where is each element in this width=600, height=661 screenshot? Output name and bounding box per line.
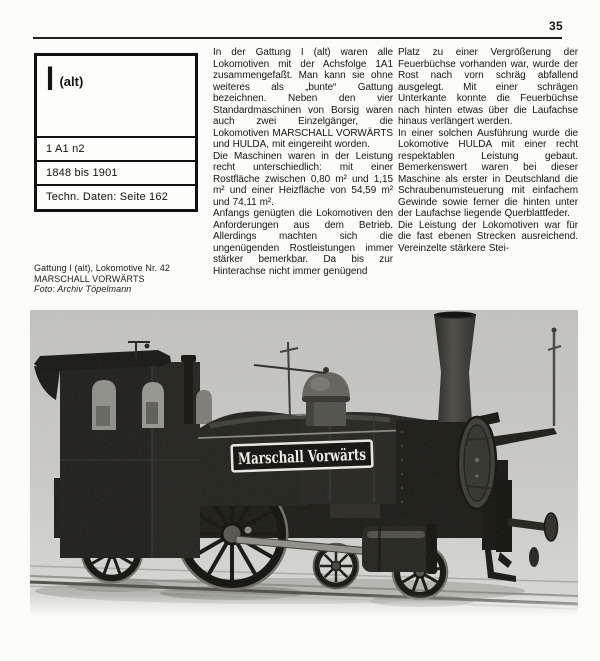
paragraph: Anfangs genügten die Lokomotiven den Anforderungen aus dem Betrieb. Allerdings machten sich die ungenügenden Rostleistungen immer stärker bemerkbar. Da bis zur Hinterachse nicht immer genügend	[213, 208, 393, 277]
class-letter: I	[46, 60, 55, 98]
article-column-1	[213, 47, 393, 277]
locomotive-photo-svg	[30, 310, 578, 616]
infobox-row-tech-data: Techn. Daten: Seite 162	[46, 191, 169, 203]
caption-line-name: MARSCHALL VORWÄRTS	[34, 273, 145, 284]
page-number: 35	[549, 19, 563, 33]
grain-overlay	[30, 310, 578, 616]
class-infobox	[34, 53, 198, 212]
infobox-row-axle-arrangement: 1 A1 n2	[37, 138, 195, 162]
nameplate-text: Marschall Vorwärts	[237, 443, 413, 469]
locomotive-photo	[30, 310, 578, 616]
paragraph: In der Gattung I (alt) waren alle Lokomotiven mit der Achsfolge 1A1 zusammengefaßt. Man kann sie ohne weiteres als „bunte“ Gattung bezeichnen. Neben den vier Standardmaschinen von Borsig waren auch zwei Einzelgänger, die Lokomotiven MARSCHALL VORWÄRTS und HULDA, mit eingereiht worden.	[213, 47, 393, 150]
caption-line-photo-credit: Foto: Archiv Töpelmann	[34, 284, 132, 294]
paragraph: In einer solchen Ausführung wurde die Lokomotive HULDA mit einer recht respektablen Leistung gebaut. Bemerkenswert waren bei dieser Maschine als erster in Deutschland die Schraubenumsteuerung mit einfachem Gewinde sowie ferner die hinten unter der Laufachse liegende Querblattfeder.	[398, 127, 578, 219]
paragraph: Die Leistung der Lokomotiven war für die fast ebenen Strecken ausreichend. Vereinzelte stärkere Stei-	[398, 219, 578, 254]
header-rule	[33, 37, 562, 39]
infobox-header	[37, 56, 195, 138]
article-column-2	[398, 47, 578, 254]
photo-caption	[34, 263, 206, 295]
paragraph: Platz zu einer Vergrößerung der Feuerbüchse vorhanden war, wurde der Rost nach vorn schräg abfallend ausgelegt. Mit einer schrägen Unterkante konnte die Feuerbüchse nach hinten etwas über die Laufachse hinaus verlängert werden.	[398, 47, 578, 127]
paragraph: Die Maschinen waren in der Leistung recht unterschiedlich: mit einer Rostfläche zwischen 0,80 m² und 1,15 m² und einer Heizfläche von 54,59 m² und 74,11 m².	[213, 150, 393, 208]
class-suffix: (alt)	[59, 74, 84, 89]
infobox-row-years: 1848 bis 1901	[37, 162, 195, 186]
photo-bottom-fade	[30, 594, 578, 616]
caption-line-class: Gattung I (alt), Lokomotive Nr. 42	[34, 263, 170, 273]
